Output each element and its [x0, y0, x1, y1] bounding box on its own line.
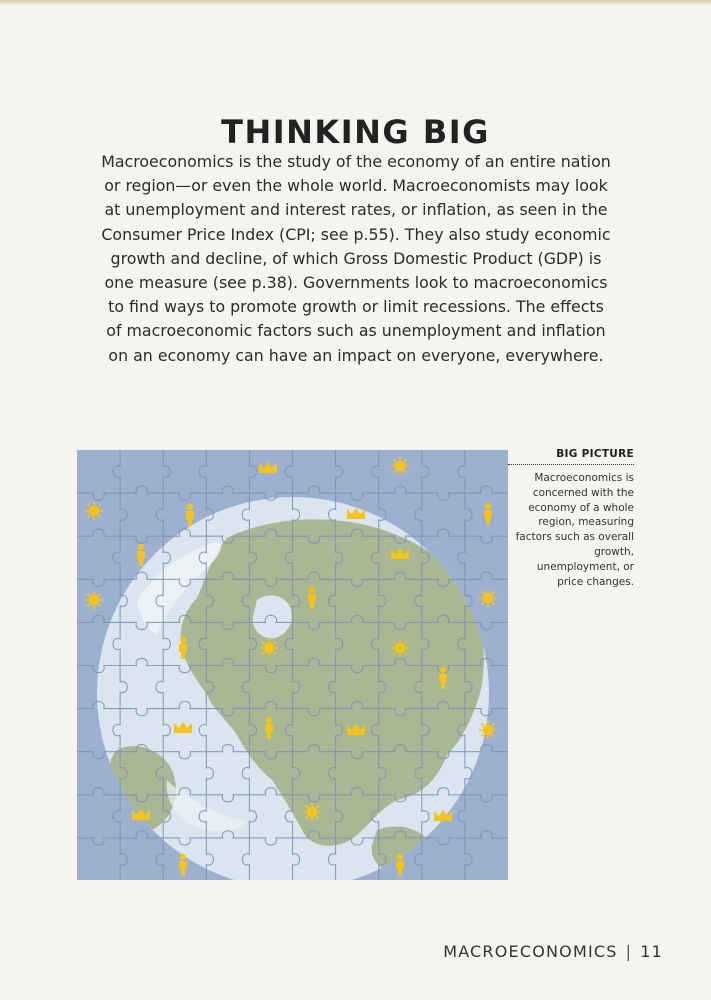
page-top-edge [0, 0, 711, 6]
sidebar-title: BIG PICTURE [508, 448, 634, 465]
footer-separator: | [625, 942, 633, 961]
sidebar-text: Macroeconomics is concerned with the economy of a whole region, measuring factors such as overall growth, unemployment, or price changes. [515, 472, 634, 588]
page-number: 11 [640, 942, 663, 961]
page-footer [443, 942, 663, 961]
sidebar-box [508, 448, 634, 589]
page-title: THINKING BIG [221, 113, 490, 152]
globe-puzzle-illustration [77, 450, 508, 880]
intro-paragraph: Macroeconomics is the study of the economy of an entire nation or region—or even the whole world. Macroeconomists may look at unemployment and interest rates, or inflation, as seen in the Consumer Price Index (CPI; see p.55). They also study economic growth and decline, of which Gross Domestic Product (GDP) is one measure (see p.38). Governments look to macroeconomics to find ways to promote growth or limit recessions. The effects of macroeconomic factors such as unemployment and inflation on an economy can have an impact on everyone, everywhere. [101, 152, 611, 365]
footer-section-name: MACROECONOMICS [443, 942, 618, 961]
